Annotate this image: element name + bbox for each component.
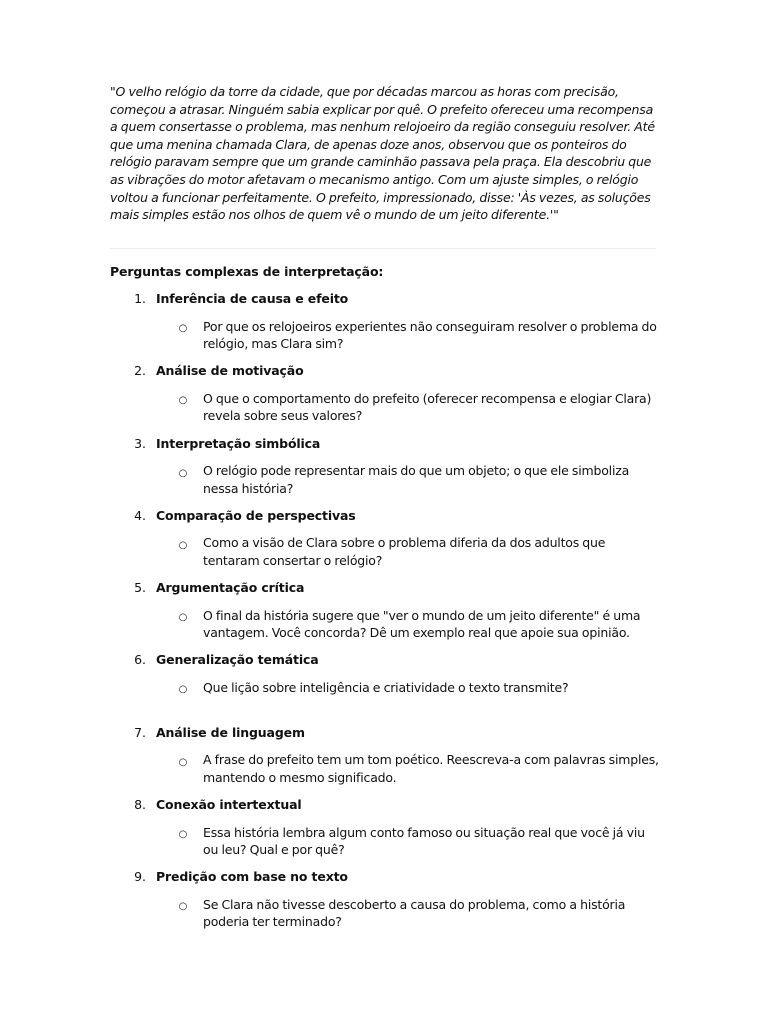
hollow-circle-bullet-icon: ○ [178, 467, 188, 479]
questions-list [0, 290, 768, 941]
hollow-circle-bullet-icon: ○ [178, 612, 188, 624]
question-number: 5. [134, 580, 146, 596]
question-text: O que o comportamento do prefeito (oferecer recompensa e elogiar Clara) revela sobre seus valores? [203, 390, 652, 424]
question-number: 3. [134, 435, 146, 451]
question-number: 9. [134, 869, 146, 885]
question-item [0, 796, 768, 868]
questions-heading: Perguntas complexas de interpretação: [110, 264, 384, 279]
question-item [0, 651, 768, 723]
question-title: Conexão intertextual [156, 797, 302, 813]
question-text: Essa história lembra algum conto famoso ou situação real que você já viu ou leu? Qual e por quê? [203, 824, 645, 858]
story-passage: "O velho relógio da torre da cidade, que por décadas marcou as horas com precisão, começou a atrasar. Ninguém sabia explicar por quê. O prefeito ofereceu uma recompensa a quem consertasse o problema, mas nenhum relojoeiro da região conseguiu resolver. Até que uma menina chamada Clara, de apenas doze anos, observou que os ponteiros do relógio paravam sempre que um grande caminhão passava pela praça. Ela descobriu que as vibrações do motor afetavam o mecanismo antigo. Com um ajuste simples, o relógio voltou a funcionar perfeitamente. O prefeito, impressionado, disse: 'Às vezes, as soluções mais simples estão nos olhos de quem vê o mundo de um jeito diferente.'" [110, 84, 655, 223]
question-title: Análise de motivação [156, 363, 304, 379]
question-number: 7. [134, 724, 146, 740]
question-number: 8. [134, 797, 146, 813]
question-number: 2. [134, 363, 146, 379]
hollow-circle-bullet-icon: ○ [178, 395, 188, 407]
question-text: A frase do prefeito tem um tom poético. Reescreva-a com palavras simples, mantendo o mesmo significado. [203, 752, 659, 785]
hollow-circle-bullet-icon: ○ [178, 829, 188, 841]
question-item [0, 507, 768, 579]
question-title: Interpretação simbólica [156, 435, 321, 451]
question-number: 1. [134, 291, 146, 306]
question-item [0, 435, 768, 507]
hollow-circle-bullet-icon: ○ [178, 684, 188, 696]
question-item [0, 579, 768, 651]
question-item [0, 868, 768, 940]
question-title: Análise de linguagem [156, 724, 305, 740]
question-item [0, 290, 768, 362]
question-text: O relógio pode representar mais do que um objeto; o que ele simboliza nessa história? [203, 463, 630, 496]
hollow-circle-bullet-icon: ○ [178, 539, 188, 551]
question-title: Comparação de perspectivas [156, 507, 356, 523]
question-title: Generalização temática [156, 652, 319, 668]
question-title: Inferência de causa e efeito [156, 291, 349, 306]
question-text: Como a visão de Clara sobre o problema diferia da dos adultos que tentaram consertar o relógio? [203, 535, 606, 568]
question-text: Que lição sobre inteligência e criatividade o texto transmite? [203, 679, 569, 695]
hollow-circle-bullet-icon: ○ [178, 901, 188, 913]
hollow-circle-bullet-icon: ○ [178, 323, 188, 334]
question-item [0, 724, 768, 796]
section-divider [110, 248, 656, 249]
question-title: Predição com base no texto [156, 869, 348, 885]
question-title: Argumentação crítica [156, 580, 305, 596]
question-text: Por que os relojoeiros experientes não conseguiram resolver o problema do relógio, mas Clara sim? [203, 318, 657, 352]
question-number: 4. [134, 507, 146, 523]
hollow-circle-bullet-icon: ○ [178, 756, 188, 768]
question-number: 6. [134, 652, 146, 668]
question-text: Se Clara não tivesse descoberto a causa do problema, como a história poderia ter terminado? [203, 896, 626, 930]
question-item [0, 362, 768, 434]
question-text: O final da história sugere que "ver o mundo de um jeito diferente" é uma vantagem. Você concorda? Dê um exemplo real que apoie sua opinião. [203, 607, 641, 641]
